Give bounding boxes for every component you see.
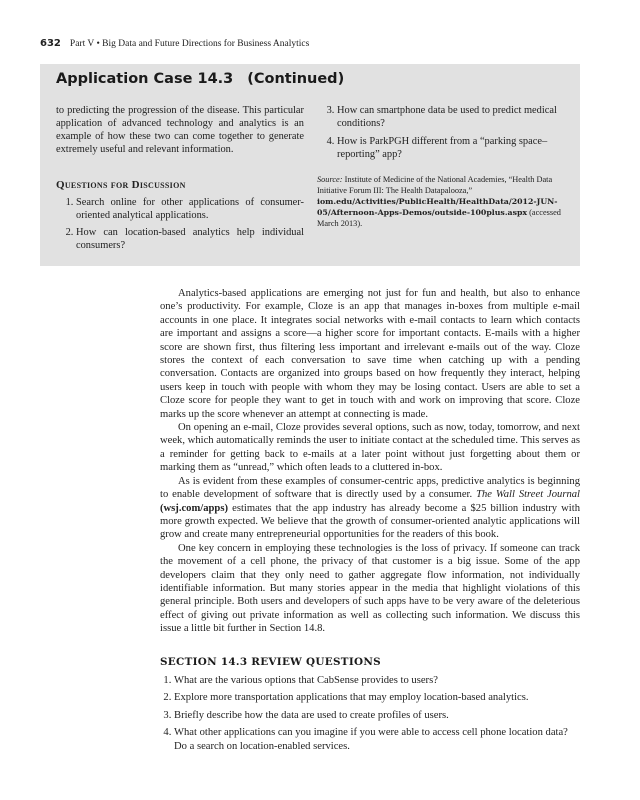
case-continued-text: to predicting the progression of the disease. This particular application of advanced technology and analytics is an example of how these two can come together to generate extremely useful and relevant information. xyxy=(56,105,304,155)
review-item: 1. What are the various options that CabSense provides to users? xyxy=(174,674,580,687)
case-title-text: Application Case 14.3 xyxy=(56,71,234,87)
question-item: 1. Search online for other applications of consumer-oriented analytical applications. xyxy=(76,196,304,222)
journal-title: The Wall Street Journal xyxy=(476,489,580,501)
case-left-column xyxy=(56,104,304,256)
paragraph: On opening an e-mail, Cloze provides several options, such as now, today, tomorrow, and next week, which automatically reminds the user to initiate contact at the scheduled time. This serves as a reminder for getting back to e-mails at a later point without just forgetting about them or marking them as “unread,” which often leads to a cluttered in-box. xyxy=(160,422,580,474)
review-item: 2. Explore more transportation applications that may employ location-based analytics. xyxy=(174,691,580,704)
question-item: 2. How can location-based analytics help individual consumers? xyxy=(76,226,304,252)
running-header xyxy=(40,38,309,49)
questions-heading: Questions for Discussion xyxy=(56,179,186,191)
questions-list-left xyxy=(56,196,304,252)
source-label: Source: xyxy=(317,175,343,184)
journal-url[interactable]: (wsj.com/apps) xyxy=(160,502,228,514)
questions-list-right xyxy=(317,104,565,161)
source-citation xyxy=(317,174,565,229)
paragraph xyxy=(160,475,580,542)
paragraph-text: estimates that the app industry has already become a $25 billion industry with more growth expected. We believe that the growth of consumer-oriented analytic applications will grow and create many entrepreneurial opportunities for the readers of this book. xyxy=(160,502,580,541)
case-continued: (Continued) xyxy=(247,71,345,87)
paragraph: Analytics-based applications are emerging not just for fun and health, but also to enhance one’s productivity. For example, Cloze is an app that manages in-boxes from multiple e-mail accounts in one place. It integrates social networks with e-mail contacts to learn which contacts are important and assigns a score—a higher score for important contacts. E-mails with a higher score are shown first, thus filtering less important and irrelevant e-mails out of the way. Cloze stores the context of each conversation to save time when catching up with a pending conversation. Contacts are organized into groups based on how frequently they interact, helping users keep in touch with people with whom they may be losing contact. Users are able to set a Cloze score for people they want to get in touch with and work on improving that score. Cloze marks up the score whenever an attempt at connecting is made. xyxy=(160,288,580,420)
question-item: 3. How can smartphone data be used to predict medical conditions? xyxy=(337,104,565,130)
page-number: 632 xyxy=(40,38,61,49)
review-heading: SECTION 14.3 REVIEW QUESTIONS xyxy=(160,656,381,668)
review-questions xyxy=(156,674,580,757)
question-item: 4. How is ParkPGH different from a “parking space–reporting” app? xyxy=(337,135,565,161)
source-accessed: (accessed March 2013). xyxy=(317,208,561,228)
source-url[interactable]: iom.edu/Activities/PublicHealth/HealthData/2012-JUN-05/Afternoon-Apps-Demos/outside-100plus.aspx xyxy=(317,197,558,217)
review-item: 3. Briefly describe how the data are used to create profiles of users. xyxy=(174,709,580,722)
running-head-text: Part V • Big Data and Future Directions for Business Analytics xyxy=(69,39,310,49)
case-right-column xyxy=(317,104,565,229)
paragraph-text: As is evident from these examples of consumer-centric apps, predictive analytics is beginning to enable development of software that is directly used by a consumer. xyxy=(160,475,580,501)
review-list xyxy=(156,674,580,753)
case-title xyxy=(56,71,344,87)
review-item: 4. What other applications can you imagine if you were able to access cell phone location data? Do a search on location-enabled services. xyxy=(174,726,580,753)
application-case-box xyxy=(40,64,580,266)
body-text xyxy=(160,287,580,636)
source-text: Institute of Medicine of the National Academies, “Health Data Initiative Forum III: The Health Datapalooza,” xyxy=(317,175,553,195)
paragraph: One key concern in employing these technologies is the loss of privacy. If someone can track the movement of a cell phone, the privacy of that customer is a big issue. Some of the app developers claim that they only need to gather aggregate flow information, not individually identifiable information. But many stories appear in the media that highlight violations of this general principle. Both users and developers of such apps have to be very aware of the deleterious effect of giving out private information as well as collecting such information. We discuss this issue a little bit further in Section 14.8. xyxy=(160,542,580,635)
